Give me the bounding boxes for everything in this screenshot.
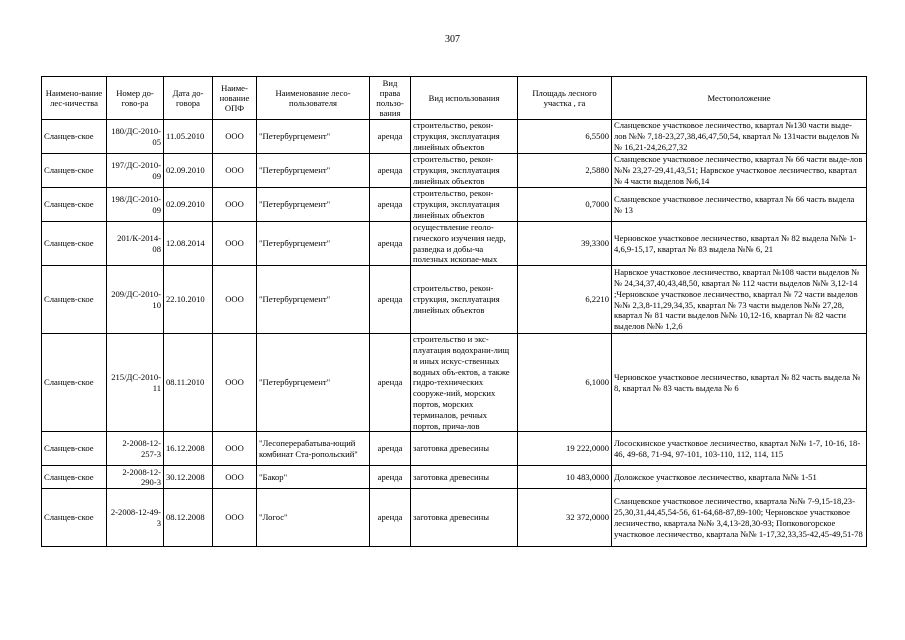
cell-date: 02.09.2010 [164,188,213,222]
cell-use: заготовка древесины [411,489,518,547]
cell-area: 6,2210 [518,266,612,334]
table-row [42,154,867,188]
cell-location: Доложское участковое лесничество, квартала №№ 1-51 [612,466,867,489]
header-use-type: Вид использования [411,77,518,120]
cell-use: строительство, рекон-струкция, эксплуатация линейных объектов [411,120,518,154]
cell-date: 30.12.2008 [164,466,213,489]
cell-user: "Петербургцемент" [257,334,370,432]
cell-use: заготовка древесины [411,432,518,466]
cell-location: Сланцевское участковое лесничество, квартал № 66 часть выдела № 13 [612,188,867,222]
cell-right: аренда [370,154,411,188]
cell-date: 16.12.2008 [164,432,213,466]
cell-area: 39,3300 [518,222,612,266]
header-location: Местоположение [612,77,867,120]
cell-location: Сланцевское участковое лесничество, квартала №№ 7-9,15-18,23-25,30,31,44,45,54-56, 61-64,68-87,89-100; Черновское участковое лесничество, квартала №№ 3,4,13-28,30-93; Попковогорское участковое лесничество, квартала №№ 1-17,32,33,35-42,45-49,51-78 [612,489,867,547]
cell-number: 2-2008-12-290-3 [107,466,164,489]
table-row [42,222,867,266]
cell-opf: ООО [213,489,257,547]
cell-number: 180/ДС-2010-05 [107,120,164,154]
table-row [42,489,867,547]
cell-number: 2-2008-12-257-3 [107,432,164,466]
cell-user: "Логос" [257,489,370,547]
cell-right: аренда [370,432,411,466]
cell-forestry: Сланцев-ское [42,120,107,154]
header-opf: Наиме-нование ОПФ [213,77,257,120]
cell-forestry: Сланцев-ское [42,334,107,432]
cell-user: "Лесоперерабатыва-ющий комбинат Ста-ропольский" [257,432,370,466]
cell-user: "Петербургцемент" [257,120,370,154]
cell-user: "Петербургцемент" [257,266,370,334]
cell-opf: ООО [213,154,257,188]
cell-number: 198/ДС-2010-09 [107,188,164,222]
lease-register-table [41,76,867,547]
cell-right: аренда [370,188,411,222]
cell-area: 6,5500 [518,120,612,154]
cell-forestry: Сланцев-ское [42,432,107,466]
cell-opf: ООО [213,432,257,466]
cell-use: строительство, рекон-струкция, эксплуатация линейных объектов [411,188,518,222]
cell-location: Сланцевское участковое лесничество, квартал №130 части выде-лов №№ 7,18-23,27,38,46,47,50,54, квартал № 131части выделов №№ 16,21-24,26,27,32 [612,120,867,154]
cell-area: 2,5880 [518,154,612,188]
cell-user: "Бакор" [257,466,370,489]
cell-date: 12.08.2014 [164,222,213,266]
cell-opf: ООО [213,466,257,489]
cell-date: 22.10.2010 [164,266,213,334]
cell-use: строительство, рекон-струкция, эксплуатация линейных объектов [411,266,518,334]
header-contract-number: Номер до-гово-ра [107,77,164,120]
table-row [42,188,867,222]
header-user: Наименование лесо-пользователя [257,77,370,120]
cell-opf: ООО [213,222,257,266]
cell-number: 209/ДС-2010-10 [107,266,164,334]
cell-location: Черновское участковое лесничество, квартал № 82 выдела №№ 1-4,6,9-15,17, квартал № 83 выдела №№ 6, 21 [612,222,867,266]
cell-right: аренда [370,334,411,432]
cell-forestry: Сланцев-ское [42,154,107,188]
cell-location: Нарвское участковое лесничество, квартал №108 части выделов №№ 24,34,37,40,43,48,50, квартал № 112 части выделов №№ 3,12-14 ;Черновское участковое лесничество, квартал № 72 части выделов №№ 2,3,8-11,29,34,35, квартал № 73 части выделов №№ 27,28, квартал № 81 части выделов №№ 10,12-16, квартал № 82 части выделов №№ 1,2,6 [612,266,867,334]
cell-number: 197/ДС-2010-09 [107,154,164,188]
header-row [42,77,867,120]
cell-location: Черновское участковое лесничество, квартал № 82 часть выдела № 8, квартал № 83 часть выдела № 6 [612,334,867,432]
cell-right: аренда [370,120,411,154]
cell-number: 2-2008-12-49-3 [107,489,164,547]
cell-forestry: Сланцев-ское [42,266,107,334]
cell-forestry: Сланцев-ское [42,188,107,222]
cell-date: 08.12.2008 [164,489,213,547]
cell-opf: ООО [213,334,257,432]
cell-opf: ООО [213,120,257,154]
header-area: Площадь лесного участка , га [518,77,612,120]
cell-number: 201/К-2014-08 [107,222,164,266]
cell-user: "Петербургцемент" [257,222,370,266]
cell-location: Лососкинское участковое лесничество, квартал №№ 1-7, 10-16, 18-46, 49-68, 71-94, 97-101, 103-110, 112, 114, 115 [612,432,867,466]
cell-number: 215/ДС-2010-11 [107,334,164,432]
header-right-type: Вид права пользо-вания [370,77,411,120]
table-row [42,432,867,466]
table-row [42,466,867,489]
cell-forestry: Сланцев-ское [42,489,107,547]
cell-area: 6,1000 [518,334,612,432]
header-contract-date: Дата до-говора [164,77,213,120]
header-forestry: Наимено-вание лес-ничества [42,77,107,120]
cell-use: строительство и экс-плуатация водохрани-лищ и иных искус-ственных водных объ-ектов, а также гидро-технических сооруже-ний, морских портов, морских терминалов, речных портов, прича-лов [411,334,518,432]
cell-use: строительство, рекон-струкция, эксплуатация линейных объектов [411,154,518,188]
cell-opf: ООО [213,188,257,222]
table-row [42,334,867,432]
cell-right: аренда [370,466,411,489]
cell-area: 10 483,0000 [518,466,612,489]
cell-right: аренда [370,222,411,266]
page-number: 307 [445,34,460,45]
cell-use: заготовка древесины [411,466,518,489]
cell-date: 08.11.2010 [164,334,213,432]
cell-right: аренда [370,266,411,334]
cell-user: "Петербургцемент" [257,154,370,188]
cell-area: 19 222,0000 [518,432,612,466]
table-row [42,266,867,334]
cell-date: 11.05.2010 [164,120,213,154]
cell-forestry: Сланцев-ское [42,222,107,266]
cell-forestry: Сланцев-ское [42,466,107,489]
table-row [42,120,867,154]
cell-date: 02.09.2010 [164,154,213,188]
cell-user: "Петербургцемент" [257,188,370,222]
cell-area: 32 372,0000 [518,489,612,547]
cell-opf: ООО [213,266,257,334]
cell-right: аренда [370,489,411,547]
cell-use: осуществление геоло-гического изучения недр, разведка и добы-ча полезных ископае-мых [411,222,518,266]
cell-location: Сланцевское участковое лесничество, квартал № 66 части выде-лов №№ 23,27-29,41,43,51; Нарвское участковое лесничество, квартал № 4 части выделов №6,14 [612,154,867,188]
cell-area: 0,7000 [518,188,612,222]
